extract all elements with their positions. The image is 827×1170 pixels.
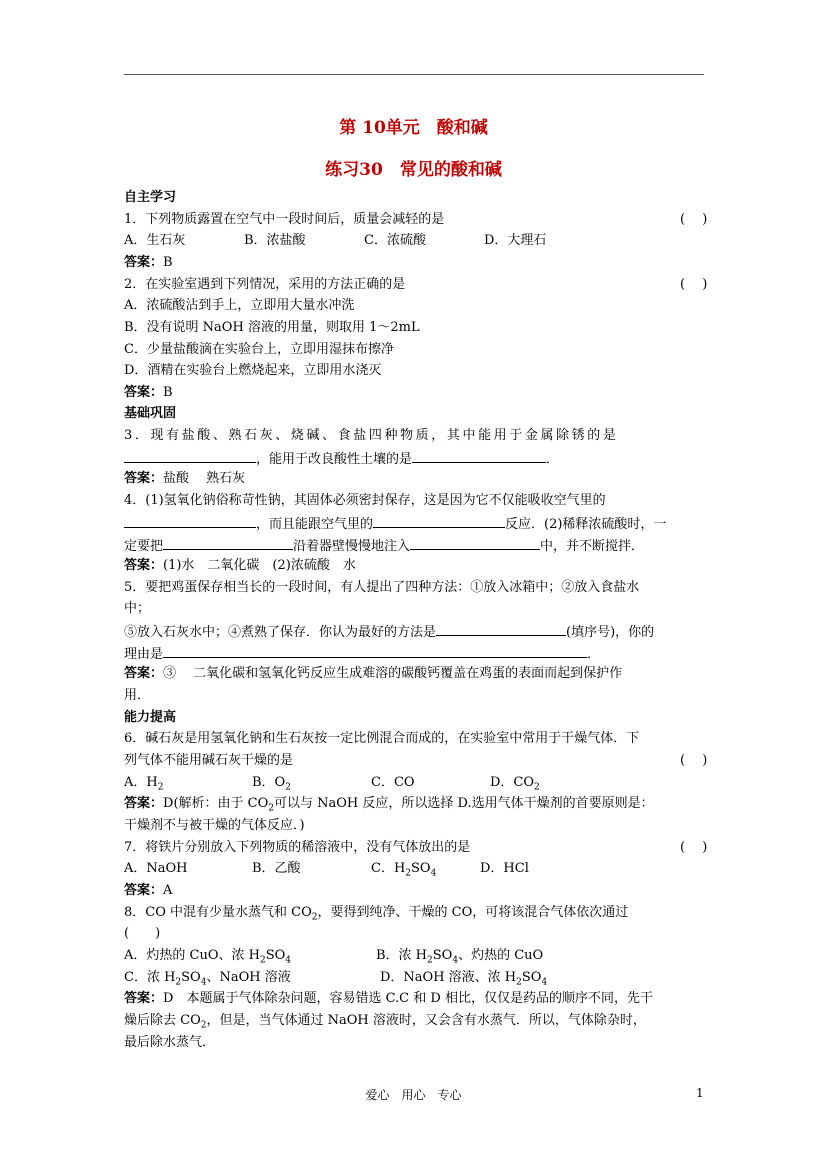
answer-text: D(解析：由于 CO	[163, 796, 269, 811]
text: ．	[587, 647, 601, 662]
option-c: C．浓 $H_2SO_4$、NaOH 溶液	[124, 970, 291, 988]
answer-line	[124, 556, 356, 576]
option-b: B．乙酸	[252, 861, 301, 876]
answer-line	[124, 469, 245, 489]
section-heading: 能力提高	[124, 710, 177, 725]
text: (填序号)，你的	[566, 625, 655, 640]
question-4-cont	[124, 535, 644, 557]
fill-blank[interactable]	[436, 621, 566, 636]
answer-text: 盐酸 熟石灰	[163, 471, 246, 486]
question-2: 2．在实验室遇到下列情况，采用的方法正确的是	[124, 277, 406, 292]
answer-text: 可以与 NaOH 反应，所以选择 D.选用气体干燥剂的首要原则是：	[273, 796, 654, 811]
option-a: A．生石灰	[124, 233, 186, 248]
answer-text: (1)水 二氧化碳 (2)浓硫酸 水	[163, 558, 356, 573]
question-3: 3．现有盐酸、熟石灰、烧碱、食盐四种物质，其中能用于金属除锈的是	[124, 428, 619, 443]
option-b: B．浓盐酸	[244, 233, 306, 248]
answer-paren: ( )	[680, 277, 708, 292]
question-8: 8．CO 中混有少量水蒸气和 $CO_2$，要得到纯净、干燥的 CO，可将该混合气体依次通过	[124, 905, 629, 923]
section-heading: 基础巩固	[124, 406, 177, 421]
answer-text: B	[163, 385, 173, 400]
option-c: C．少量盐酸滴在实验台上，立即用湿抹布擦净	[124, 342, 394, 357]
text: 理由是	[124, 647, 164, 662]
question-6-cont: 列气体不能用碱石灰干燥的是	[124, 753, 294, 768]
answer-label: 答案：	[124, 796, 164, 811]
answer-text: 用．	[124, 688, 151, 703]
answer-label: 答案：	[124, 666, 164, 681]
option-a: A．NaOH	[124, 861, 188, 876]
answer-line	[124, 989, 653, 1009]
options-row	[124, 859, 529, 879]
text: 定要把	[124, 539, 164, 554]
text: ．	[546, 452, 560, 467]
header-rule	[124, 74, 704, 75]
option-d: D．$CO_2$	[490, 775, 540, 793]
question-5-cont: 中；	[124, 601, 151, 616]
text: 沿着器壁慢慢地注入	[293, 539, 411, 554]
unit-title: 第 10单元 酸和碱	[339, 118, 488, 138]
page-number: 1	[696, 1086, 704, 1100]
option-a: A．浓硫酸沾到手上，立即用大量水冲洗	[124, 298, 355, 313]
answer-text: ③ 二氧化碳和氢氧化钙反应生成难溶的碳酸钙覆盖在鸡蛋的表面而起到保护作	[163, 666, 623, 681]
fill-blank[interactable]	[410, 535, 540, 550]
option-a: A．灼热的 CuO、浓 $H_2SO_4$	[124, 948, 292, 966]
question-3-cont	[124, 448, 559, 470]
option-c: C．CO	[371, 775, 415, 790]
option-d: D．酒精在实验台上燃烧起来，立即用水浇灭	[124, 363, 382, 378]
question-4: 4．(1)氢氧化钠俗称苛性钠，其固体必须密封保存，这是因为它不仅能吸收空气里的	[124, 493, 606, 508]
option-b: B．$O_2$	[252, 775, 291, 793]
question-1: 1．下列物质露置在空气中一段时间后，质量会减轻的是	[124, 212, 445, 227]
answer-text: 最后除水蒸气．	[124, 1035, 216, 1050]
option-b: B．浓 $H_2SO_4$、灼热的 CuO	[376, 948, 544, 966]
question-6: 6．碱石灰是用氢氧化钠和生石灰按一定比例混合而成的，在实验室中常用于干燥气体．下	[124, 731, 640, 746]
option-b: B．没有说明 NaOH 溶液的用量，则取用 1～2mL	[124, 320, 420, 335]
text: 中，并不断搅拌．	[540, 539, 645, 554]
answer-paren: ( )	[680, 212, 708, 227]
answer-line	[124, 383, 173, 403]
question-5-cont	[124, 621, 654, 643]
answer-label: 答案：	[124, 883, 164, 898]
answer-label: 答案：	[124, 385, 164, 400]
fill-blank[interactable]	[163, 535, 293, 550]
question-5: 5．要把鸡蛋保存相当长的一段时间，有人提出了四种方法：①放入冰箱中；②放入食盐水	[124, 580, 640, 595]
options-row	[124, 946, 544, 971]
fill-blank[interactable]	[373, 513, 505, 528]
option-a: A．$H_2$	[124, 775, 164, 793]
options-row	[124, 231, 547, 251]
text: ，而且能跟空气里的	[256, 517, 374, 532]
answer-label: 答案：	[124, 471, 164, 486]
option-d: D．HCl	[480, 861, 529, 876]
answer-line	[124, 253, 173, 273]
fill-blank[interactable]	[163, 643, 587, 658]
answer-paren: ( )	[124, 926, 161, 941]
question-5-cont	[124, 643, 600, 665]
option-d: D．大理石	[484, 233, 547, 248]
answer-text: B	[163, 255, 173, 270]
answer-paren: ( )	[680, 753, 708, 768]
answer-text: A	[163, 883, 173, 898]
answer-text: D 本题属于气体除杂问题，容易错选 C.C 和 D 相比，仅仅是药品的顺序不同，先干	[163, 991, 653, 1006]
fill-blank[interactable]	[124, 513, 256, 528]
answer-paren: ( )	[680, 840, 708, 855]
section-heading: 自主学习	[124, 190, 177, 205]
text: ⑤放入石灰水中；④煮熟了保存．你认为最好的方法是	[124, 625, 437, 640]
text: ，能用于改良酸性土壤的是	[256, 452, 413, 467]
answer-text: 干燥剂不与被干燥的气体反应．)	[124, 818, 305, 833]
option-c: C．浓硫酸	[364, 233, 426, 248]
answer-line	[124, 881, 172, 901]
option-d: D．NaOH 溶液、浓 $H_2SO_4$	[380, 970, 548, 988]
fill-blank[interactable]	[124, 448, 256, 463]
answer-label: 答案：	[124, 991, 164, 1006]
page-footer: 爱心 用心 专心	[365, 1088, 462, 1102]
lesson-title: 练习30 常见的酸和碱	[325, 160, 502, 180]
fill-blank[interactable]	[412, 448, 546, 463]
answer-line: 答案：D(解析：由于 $CO_2$可以与 NaOH 反应，所以选择 D.选用气体干燥剂的首要原则是：	[124, 796, 654, 814]
question-7: 7．将铁片分别放入下列物质的稀溶液中，没有气体放出的是	[124, 840, 471, 855]
question-4-cont	[124, 513, 666, 535]
answer-label: 答案：	[124, 255, 164, 270]
text: 反应．(2)稀释浓硫酸时，一	[505, 517, 667, 532]
answer-text: 燥后除去 $CO_2$，但是，当气体通过 NaOH 溶液时，又会含有水蒸气．所以，气体除杂时，	[124, 1013, 646, 1031]
answer-line	[124, 664, 622, 684]
answer-label: 答案：	[124, 558, 164, 573]
option-c: C．$H_2SO_4$	[371, 861, 437, 879]
